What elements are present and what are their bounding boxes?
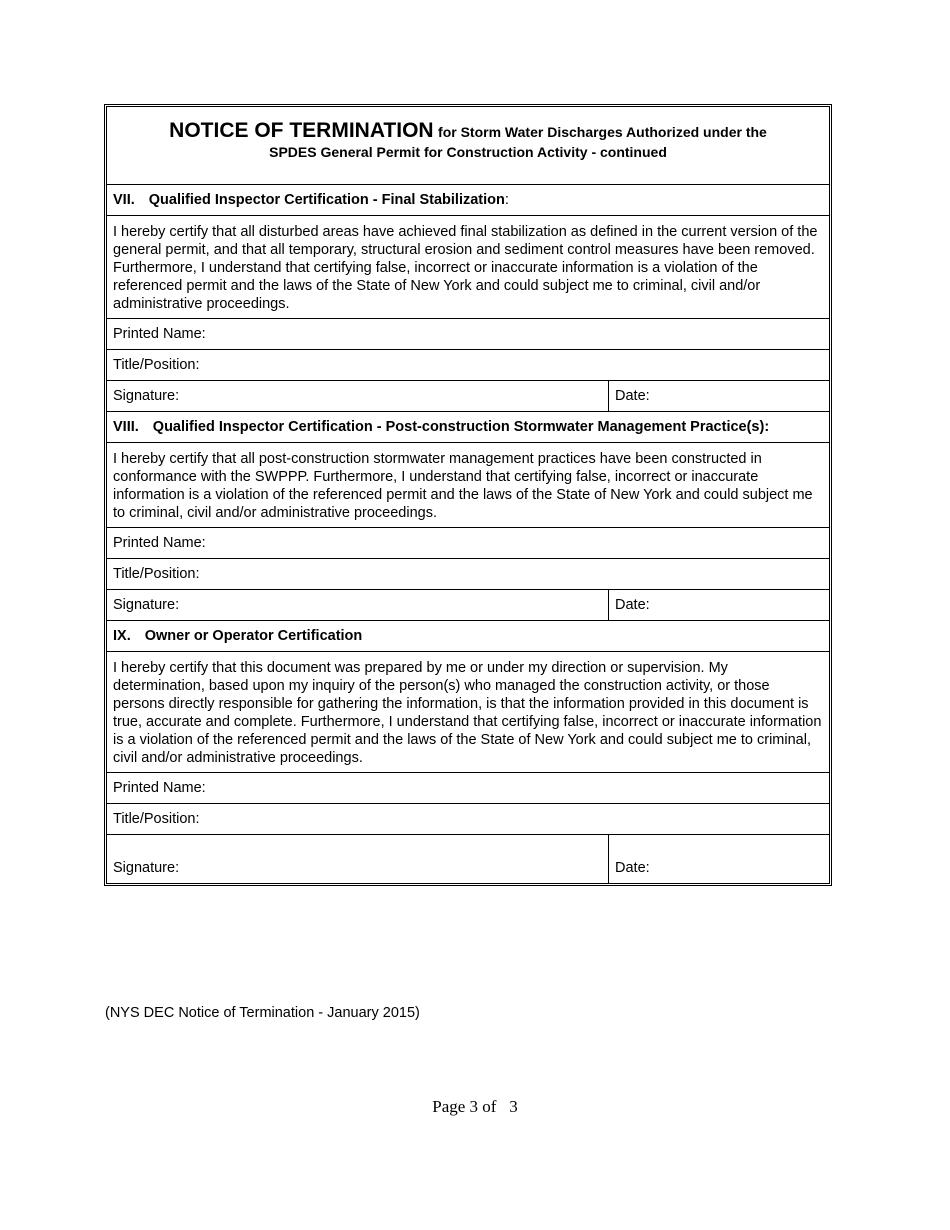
section-vii-statement: I hereby certify that all disturbed areas have achieved final stabilization as defined in the current version of the general permit, and that all temporary, structural erosion and sediment control measures have been removed. Furthermore, I understand that certifying false, incorrect or inaccurate information is a violation of the referenced permit and the laws of the State of New York and could subject me to criminal, civil and/or administrative proceedings.	[107, 215, 829, 318]
section-ix-heading	[107, 620, 829, 651]
notice-of-termination-form	[104, 104, 832, 886]
section-viii-heading	[107, 411, 829, 442]
section-viii-title-position-field[interactable]	[107, 558, 829, 589]
form-revision-note: (NYS DEC Notice of Termination - January 2015)	[105, 1005, 420, 1021]
title-line-1	[107, 119, 829, 143]
section-vii-title: Qualified Inspector Certification - Final Stabilization	[148, 192, 505, 208]
signature-label: Signature:	[113, 860, 180, 876]
section-vii-printed-name-field[interactable]	[107, 318, 829, 349]
section-ix-signature-field[interactable]	[107, 835, 609, 883]
section-viii-printed-name-field[interactable]	[107, 527, 829, 558]
section-ix-statement: I hereby certify that this document was prepared by me or under my direction or supervision. My determination, based upon my inquiry of the person(s) who managed the construction activity, or those persons directly responsible for gathering the information, is that the information provided in this document is true, accurate and complete. Furthermore, I understand that certifying false, incorrect or inaccurate information is a violation of the referenced permit and the laws of the State of New York and could subject me to criminal, civil and/or administrative proceedings.	[107, 651, 829, 772]
section-viii-signature-row	[107, 589, 829, 620]
title-line-2: SPDES General Permit for Construction Activity - continued	[269, 144, 667, 160]
section-viii-statement: I hereby certify that all post-construction stormwater management practices have been constructed in conformance with the SWPPP. Furthermore, I understand that certifying false, incorrect or inaccurate information is a violation of the referenced permit and the laws of the State of New York and could subject me to criminal, civil and/or administrative proceedings.	[107, 442, 829, 527]
date-label: Date:	[615, 860, 650, 876]
title-position-label: Title/Position:	[113, 811, 200, 827]
section-vii-signature-field[interactable]	[107, 381, 609, 411]
title-position-label: Title/Position:	[113, 357, 200, 373]
printed-name-label: Printed Name:	[113, 780, 206, 796]
date-label: Date:	[615, 597, 650, 613]
section-vii-heading	[107, 184, 829, 215]
section-vii-signature-row	[107, 380, 829, 411]
form-title	[107, 107, 829, 184]
date-label: Date:	[615, 388, 650, 404]
section-ix-signature-row	[107, 834, 829, 883]
section-vii-title-position-field[interactable]	[107, 349, 829, 380]
title-main: NOTICE OF TERMINATION	[169, 119, 434, 142]
title-position-label: Title/Position:	[113, 566, 200, 582]
printed-name-label: Printed Name:	[113, 535, 206, 551]
title-sub: for Storm Water Discharges Authorized under the	[438, 124, 767, 140]
section-ix-date-field[interactable]	[609, 835, 829, 883]
section-vii-colon: :	[504, 192, 509, 208]
section-ix-title: Owner or Operator Certification	[144, 628, 363, 644]
section-ix-printed-name-field[interactable]	[107, 772, 829, 803]
section-vii-date-field[interactable]	[609, 381, 829, 411]
section-viii-date-field[interactable]	[609, 590, 829, 620]
section-vii-number: VII.	[113, 192, 135, 208]
section-viii-title: Qualified Inspector Certification - Post-construction Stormwater Management Practice(s):	[152, 419, 770, 435]
section-ix-number: IX.	[113, 628, 131, 644]
signature-label: Signature:	[113, 597, 180, 613]
signature-label: Signature:	[113, 388, 180, 404]
printed-name-label: Printed Name:	[113, 326, 206, 342]
page-number: Page 3 of 3	[432, 1097, 518, 1116]
section-ix-title-position-field[interactable]	[107, 803, 829, 834]
section-viii-number: VIII.	[113, 419, 139, 435]
section-viii-signature-field[interactable]	[107, 590, 609, 620]
